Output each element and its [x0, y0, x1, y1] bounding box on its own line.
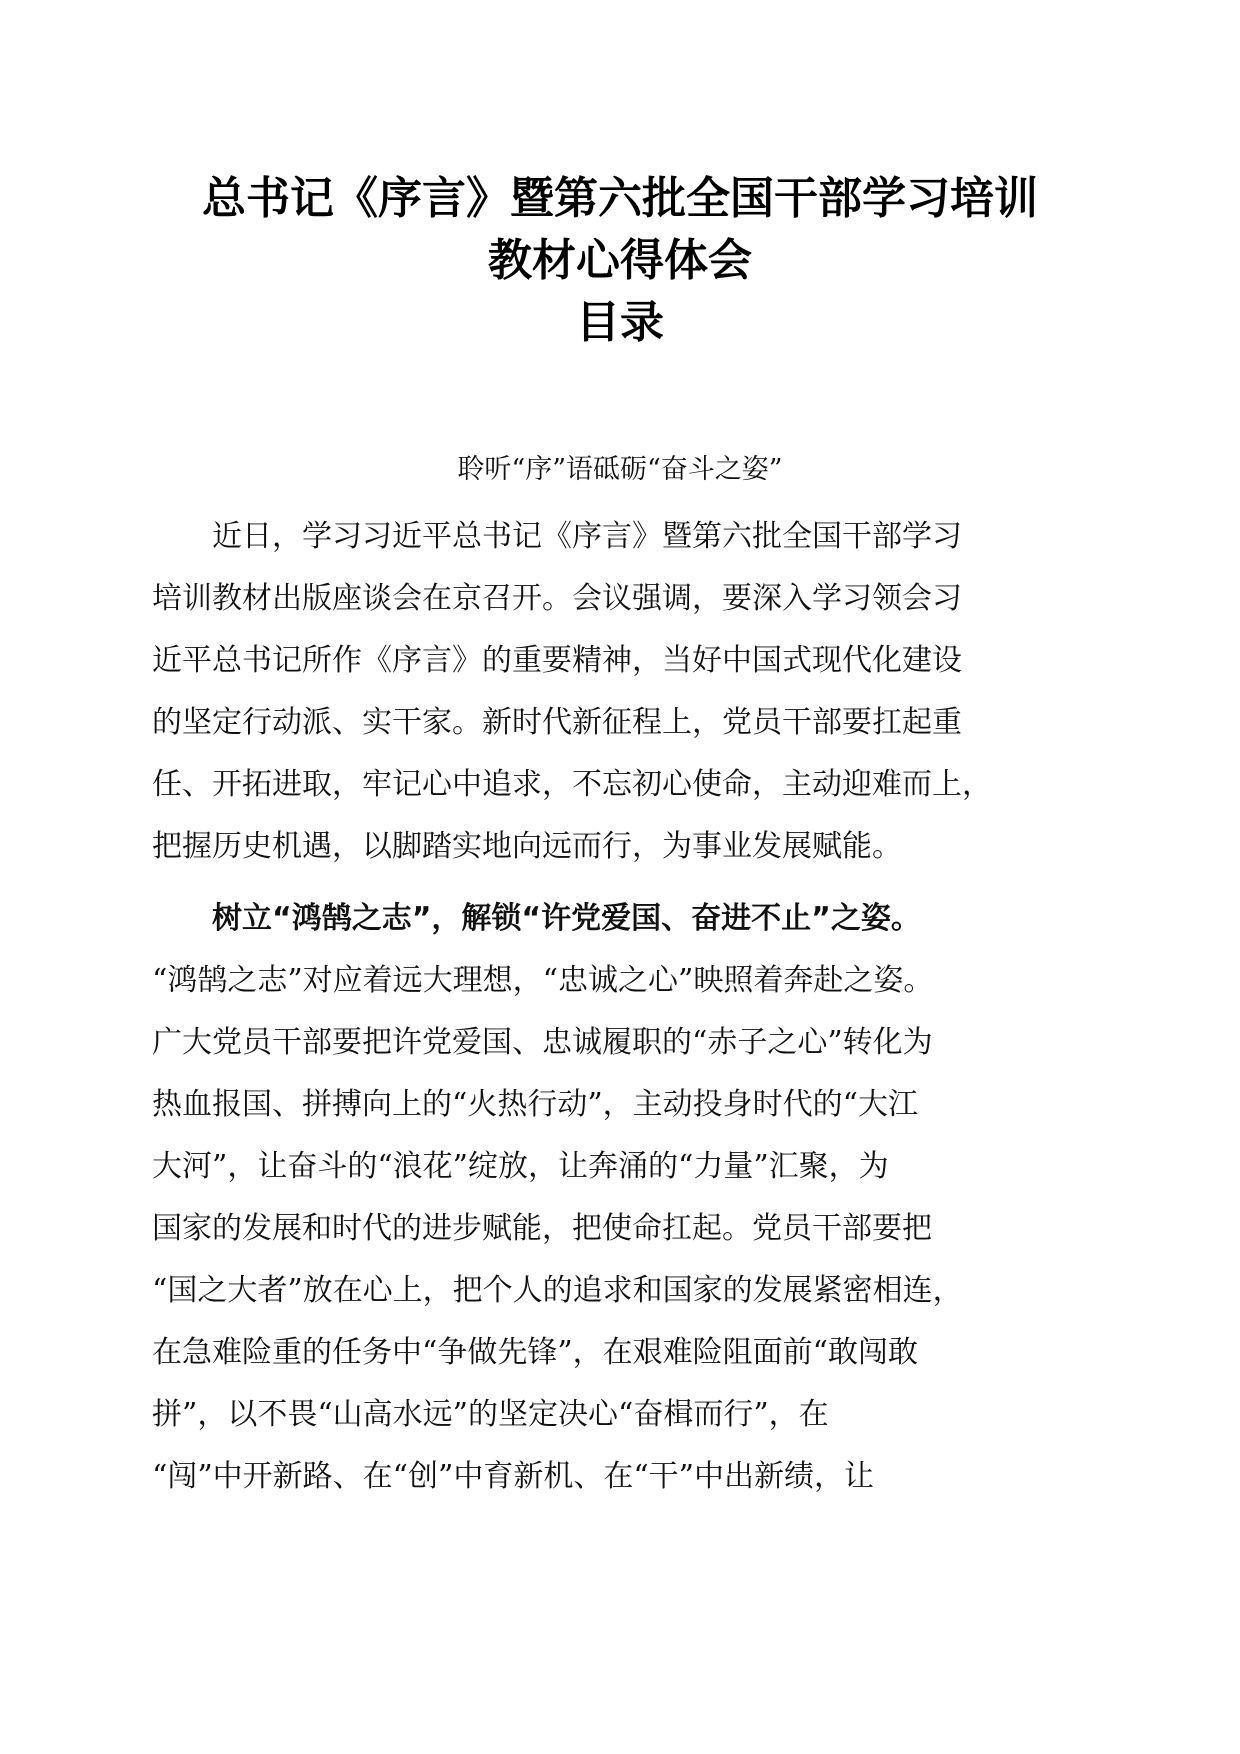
title-line-2: 教材心得体会: [488, 235, 752, 286]
paragraph-line: “国之大者”放在心上，把个人的追求和国家的发展紧密相连，: [152, 1273, 963, 1308]
paragraph-line: 任、开拓进取，牢记心中追求，不忘初心使命，主动迎难而上，: [152, 767, 992, 802]
paragraph-line: 热血报国、拼搏向上的“火热行动”，主动投身时代的“大江: [152, 1087, 919, 1122]
paragraph-line: “闯”中开新路、在“创”中育新机、在“干”中出新绩，让: [152, 1459, 875, 1494]
paragraph-line: 国家的发展和时代的进步赋能，把使命扛起。党员干部要把: [152, 1211, 932, 1246]
paragraph-1: [152, 506, 1092, 878]
paragraph-line: 广大党员干部要把许党爱国、忠诚履职的“赤子之心”转化为: [152, 1025, 933, 1060]
title-line-1: 总书记《序言》暨第六批全国干部学习培训: [202, 173, 1038, 224]
paragraph-line: 把握历史机遇，以脚踏实地向远而行，为事业发展赋能。: [152, 829, 902, 864]
paragraph-line: 拼”，以不畏“山高水远”的坚定决心“奋楫而行”，在: [152, 1397, 829, 1432]
document-title: [120, 168, 1120, 354]
paragraph-line: 的坚定行动派、实干家。新时代新征程上，党员干部要扛起重: [152, 705, 962, 740]
title-line-3-toc: 目录: [576, 297, 664, 348]
section-subtitle: 聆听“序”语砥砺“奋斗之姿”: [457, 454, 783, 485]
paragraph-line: 近平总书记所作《序言》的重要精神，当好中国式现代化建设: [152, 643, 962, 678]
paragraph-line: 培训教材出版座谈会在京召开。会议强调，要深入学习领会习: [152, 581, 962, 616]
paragraph-line: 近日，学习习近平总书记《序言》暨第六批全国干部学习: [212, 519, 962, 554]
paragraph-lead-heading: 树立“鸿鹄之志”，解锁“许党爱国、奋进不止”之姿。: [212, 901, 921, 936]
paragraph-line: 在急难险重的任务中“争做先锋”，在艰难险阻面前“敢闯敢: [152, 1335, 919, 1370]
paragraph-2: [152, 888, 1092, 1508]
paragraph-line: “鸿鹄之志”对应着远大理想，“忠诚之心”映照着奔赴之姿。: [152, 963, 934, 998]
paragraph-line: 大河”，让奋斗的“浪花”绽放，让奔涌的“力量”汇聚，为: [152, 1149, 889, 1184]
